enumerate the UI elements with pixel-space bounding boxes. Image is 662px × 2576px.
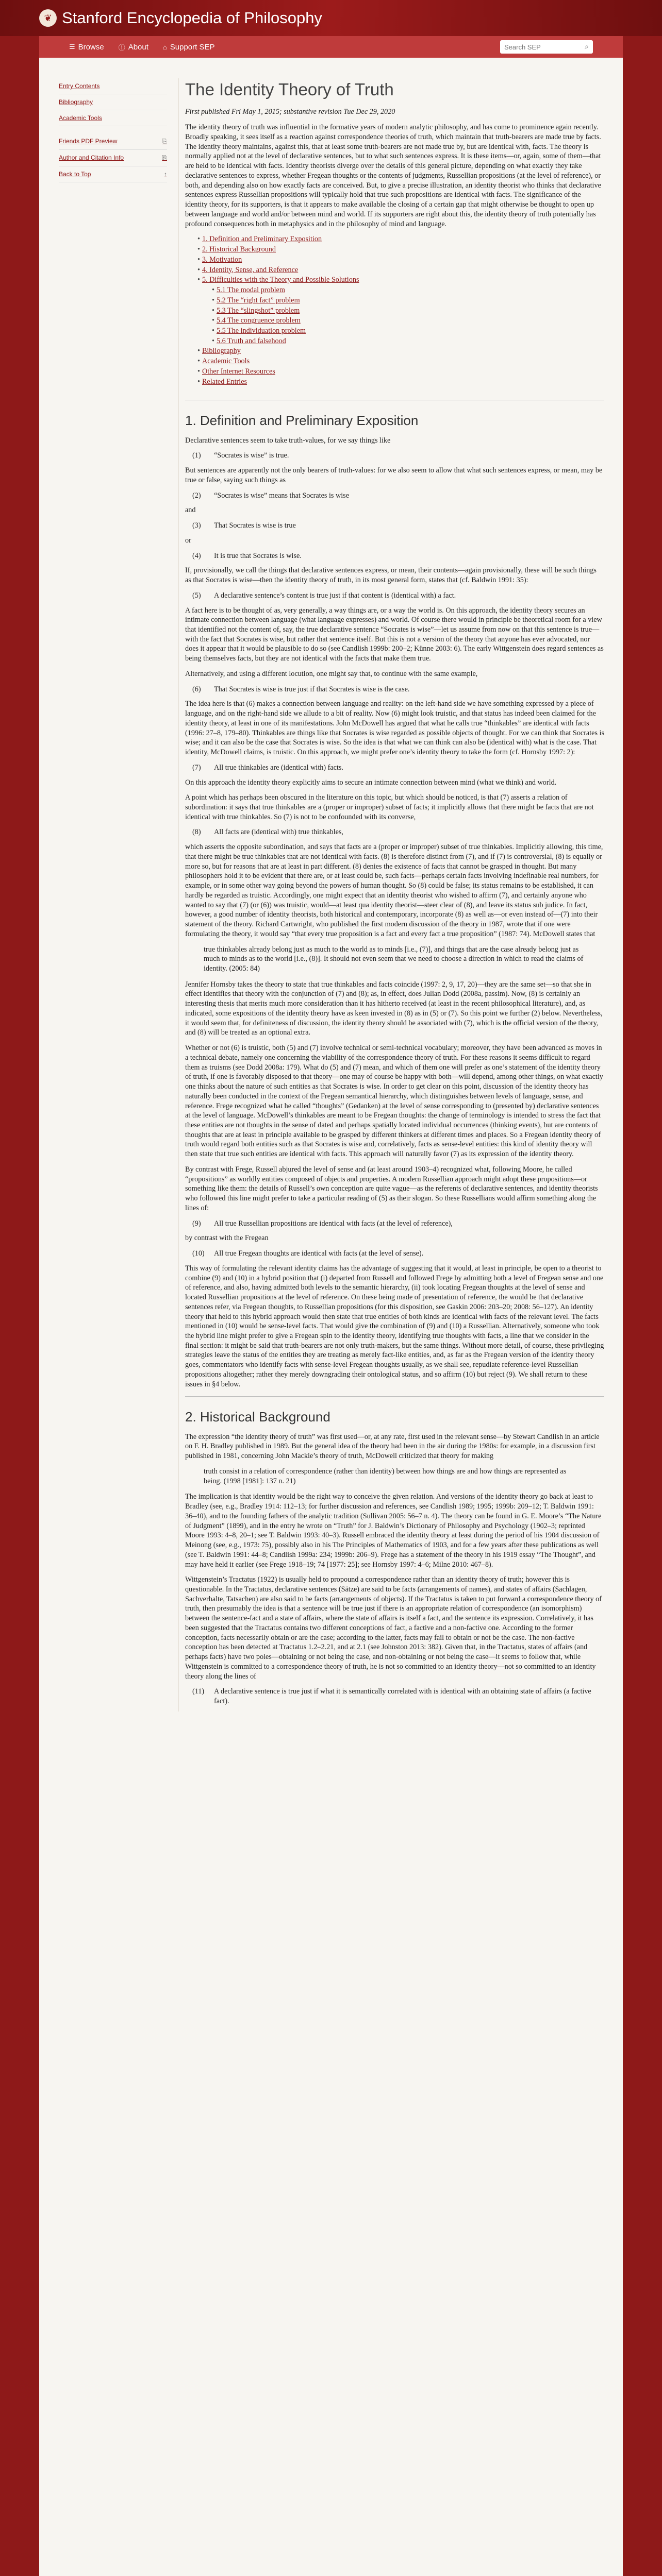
toc-subitem[interactable]: • 5.2 The “right fact” problem: [212, 296, 604, 306]
example: [192, 685, 604, 694]
paragraph: Alternatively, and using a different locution, one might say that, to continue with the same example,: [185, 669, 478, 678]
paragraph: A point which has perhaps been obscured in the literature on this topic, but which should be noticed, is that (7) asserts a relation of subordination: it says that true thinkables are a (proper or improper) subset of facts; it implicitly allows that there might be facts that are not identical with true thinkables. So (7) is not to be confounded with its converse,: [185, 793, 594, 821]
example-text: A declarative sentence is true just if what it is semantically correlated with is identical with an obtaining state of affairs (a factive fact).: [214, 1687, 591, 1706]
citation-icon: ⎘: [162, 154, 167, 161]
toc-subitem[interactable]: • 5.3 The “slingshot” problem: [212, 306, 604, 316]
toc-item[interactable]: • Bibliography: [197, 346, 604, 356]
paragraph: The idea here is that (6) makes a connection between language and reality: on the left-hand side we have something expressed by a piece of language, and on the right-hand side we allude to a bit of reality. Now (6) might look truistic, and that status has indeed been claimed for the identity theory, at least in one of its manifestations. John McDowell has argued that what he calls true “thinkables” are identical with facts (1996: 27–8, 179–80). Thinkables are things like that Socrates is wise regarded as possible objects of thought. For we can think that Socrates is wise; and it can also be the case that Socrates is wise. So the idea is that what we can think can also be (identical with) what is the case. That identity, McDowell claims, is truistic. On this approach, we might prefer one’s identity theory to take the form (cf. Hornsby 1997: 2):: [185, 700, 604, 757]
paragraph: Jennifer Hornsby takes the theory to state that true thinkables and facts coincide (1997: 2, 9, 17, 20)—they are the same set—so that she in effect identifies that theory with the conjunction of (7) and (8); as, in effect, does Julian Dodd (2008a, passim). Now, (8) is certainly an interesting thesis that merits much more consideration than it has hitherto received (at least in the recent philosophical literature), and, as indicated, some expositions of the identity theory have as keen invested in (8) as in (5) or (7). So this point we further (2) below. Nevertheless, it would seem that, for definiteness of discussion, the identity theory should be associated with (7), which is the official version of the theory, and (8) will be treated as an optional extra.: [185, 980, 603, 1037]
arrow-up-icon: ↑: [164, 171, 167, 178]
paragraph: by contrast with the Fregean: [185, 1234, 269, 1243]
example-text: It is true that Socrates is wise.: [214, 551, 302, 560]
blockquote: truth consist in a relation of correspondence (rather than identity) between how things are and how things are represented as being. (1998 [1981]: 137 n. 21): [204, 1467, 567, 1485]
example-number: (4): [192, 551, 201, 560]
toc-subitem[interactable]: • 5.1 The modal problem: [212, 285, 604, 295]
paragraph: or: [185, 536, 191, 545]
toc-item[interactable]: • Academic Tools: [197, 357, 604, 366]
toc-item[interactable]: • 2. Historical Background: [197, 245, 604, 255]
sidebar-item-label: Back to Top: [59, 171, 91, 178]
example: [192, 827, 604, 837]
toc-subitem[interactable]: • 5.5 The individuation problem: [212, 326, 604, 336]
sidebar-gap: [59, 126, 167, 133]
example-text: All true Russellian propositions are identical with facts (at the level of reference),: [214, 1219, 453, 1228]
example: [192, 1249, 604, 1259]
example-text: All facts are (identical with) true thinkables,: [214, 828, 343, 837]
example-text: “Socrates is wise” is true.: [214, 451, 289, 460]
example-text: A declarative sentence’s content is true just if that content is (identical with) a fact.: [214, 591, 456, 600]
info-icon: ⓘ: [118, 43, 125, 52]
toc-item[interactable]: • 1. Definition and Preliminary Exposition: [197, 234, 604, 244]
paragraph: The expression “the identity theory of truth” was first used—or, at any rate, first used in the relevant sense—by Stewart Candlish in an article on F. H. Bradley published in 1989. But the general idea of the theory had been in the air during the 1980s: for example, in a discussion first published in 1981, concerning John Mackie’s theory of truth, McDowell criticized that theory for making: [185, 1432, 600, 1461]
search-input[interactable]: [500, 40, 593, 54]
toc-item[interactable]: • Related Entries: [197, 377, 604, 387]
example-text: All true thinkables are (identical with) facts.: [214, 763, 343, 772]
section-heading: 1. Definition and Preliminary Exposition: [185, 413, 419, 429]
nav-support[interactable]: [163, 43, 215, 52]
sidebar-item-label: Academic Tools: [59, 114, 102, 122]
article-title: The Identity Theory of Truth: [185, 80, 394, 99]
preamble: The identity theory of truth was influential in the formative years of modern analytic philosophy, and has come to prominence again recently. Broadly speaking, it sees itself as a reaction against correspondence theories of truth, which maintain that truth-bearers are made true by facts. The identity theory maintains, against this, that at least some truth-bearers are not made true by, but are identical with, facts. The theory is normally applied not at the level of declarative sentences, but to what such sentences express. It is these items—or, again, some of them—that are held to be identical with facts. Identity theorists diverge over the details of this general picture, depending on what exactly they take declarative sentences to express, whether Fregean thoughts or the contents of judgments, Russellian propositions (at the level of reference), or both, and depending also on how exactly facts are conceived. But, to give a precise illustration, an identity theorist who thinks that declarative sentences express Russellian propositions will typically hold that true such propositions are identical with facts. The significance of the identity theory, for its supporters, is that it appears to make available the closing of a certain gap that might otherwise be thought to open up between language and world and/or between mind and world. If its supporters are right about this, the identity theory of truth potentially has profound consequences both in metaphysics and in the philosophy of mind and language.: [185, 123, 601, 228]
sidebar-academic-tools[interactable]: [59, 110, 167, 126]
toc-item[interactable]: • Other Internet Resources: [197, 367, 604, 377]
example-text: “Socrates is wise” means that Socrates is wise: [214, 491, 350, 500]
example-number: (3): [192, 521, 201, 530]
toc-item[interactable]: • 4. Identity, Sense, and Reference: [197, 265, 604, 275]
paragraph: A fact here is to be thought of as, very generally, a way things are, or a way the world is. On this approach, the identity theory secures an intimate connection between language (what language expresses) and world. Of course there would in principle be theoretical room for a view that identified not the content of, say, the true declarative sentence “Socrates is wise”—let us assume from now on that this sentence is true—with the fact that Socrates is wise, but rather that sentence itself. But this is not a version of the theory that anyone has ever advocated, nor does it appear that it would be plausible to do so (see Candlish 1999b: 200–2; Künne 2003: 6). The early Wittgenstein does regard sentences as being themselves facts, but they are not identical with the facts that make them true.: [185, 606, 604, 663]
example-number: (6): [192, 685, 201, 693]
divider: [185, 1396, 604, 1397]
paragraph: If, provisionally, we call the things that declarative sentences express, or mean, their contents—again provisionally, these will be such things as that Socrates is wise—then the identity theory of truth, in its most general form, states that (cf. Baldwin 1991: 35):: [185, 566, 597, 585]
sidebar-pdf-preview[interactable]: [59, 133, 167, 150]
list-icon: ☰: [69, 43, 75, 50]
example-number: (9): [192, 1219, 201, 1228]
nav-about[interactable]: [119, 42, 148, 52]
sidebar-entry-contents[interactable]: [59, 78, 167, 94]
example-number: (7): [192, 763, 201, 772]
sep-logo-icon[interactable]: ❦: [39, 9, 57, 27]
search-wrap: [500, 40, 593, 54]
sidebar-item-label: Entry Contents: [59, 82, 100, 90]
blockquote: true thinkables already belong just as much to the world as to minds [i.e., (7)], and things that are the case already belong just as much to minds as to the world [i.e., (8)]. It should not even seem that we need to choose a direction in which to read the claims of identity. (2005: 84): [204, 945, 584, 973]
navbar: [39, 36, 623, 58]
article: [178, 78, 604, 1711]
paragraph: Whether or not (6) is truistic, both (5) and (7) involve technical or semi-technical vocabulary; moreover, they have been advanced as moves in a technical debate, namely one concerning the viability of the correspondence theory of truth. For these reasons it seems difficult to regard them as truisms (see Dodd 2008a: 179). What do (5) and (7) mean, and which of them one will prefer as one’s statement of the identity theory of truth, if one is favorably disposed to that theory—one may of course be happy with both—will depend, among other things, on what exactly one thinks about the nature of such entities as that Socrates is wise. In order to get clear on this point, discussion of the identity theory has naturally been conducted in the context of the Fregean semantical hierarchy, which distinguishes between levels of language, sense, and reference. Frege recognized what he called “thoughts” (Gedanken) at the level of sense corresponding to (presented by) declarative sentences at the level of language. McDowell’s thinkables are meant to be Fregean thoughts: the change of terminology is intended to stress the fact that these entities are not thoughts in the sense of dated and perhaps spatially located individual occurrences (thinking events), but are contents of thoughts that are at least in principle available to be grasped by different thinkers at different times and places. So a Fregean identity theory of truth would regard both entities such as that Socrates is wise and, correlatively, facts as sense-level entities: this kind of identity theory will then state that true such entities are identical with facts. This approach will naturally favor (7) as its expression of the identity theory.: [185, 1044, 603, 1159]
example: [192, 551, 604, 561]
example-number: (11): [192, 1687, 205, 1696]
toc-item[interactable]: • 3. Motivation: [197, 255, 604, 265]
sidebar-back-to-top[interactable]: [59, 166, 167, 182]
pub-info: First published Fri May 1, 2015; substantive revision Tue Dec 29, 2020: [185, 107, 395, 116]
table-of-contents: [197, 234, 604, 386]
example-number: (8): [192, 828, 201, 837]
nav-browse-label: Browse: [78, 42, 104, 52]
nav-browse[interactable]: [69, 43, 104, 52]
paragraph: and: [185, 506, 196, 515]
nav-about-label: About: [128, 42, 148, 52]
example-number: (10): [192, 1249, 205, 1258]
paragraph: Wittgenstein’s Tractatus (1922) is usually held to propound a correspondence rather than an identity theory of truth; however this is questionable. In the Tractatus, declarative sentences (Sätze) are said to be facts (arrangements of names), and states of affairs (Sachlagen, Sachverhalte, Tatsachen) are also said to be facts (arrangements of objects). If the Tractatus is taken to put forward a correspondence theory of truth, then presumably the idea is that a sentence will be true just if there is an appropriate relation of correspondence (an isomorphism) between the sentence-fact and a state of affairs, where the state of affairs is itself a fact, and the sentence its expression. Correlatively, it has been suggested that the Tractatus contains two different conceptions of fact, a factive and a non-factive one. According to the former conception, facts necessarily obtain or are the case; according to the latter, facts may fail to obtain or not be the case. The non-factive conception has been detected at Tractatus 1.2–2.21, and at 2.1 (see Johnston 2013: 382). Given that, in the Tractatus, states of affairs (and perhaps facts) have two poles—obtaining or not being the case, and non-obtaining or not being the case—it seems to follow that, while Wittgenstein is committed to a correspondence theory of truth, he is not so committed to an identity theory—not so committed to an identity theory along the lines of: [185, 1575, 602, 1681]
paragraph: By contrast with Frege, Russell abjured the level of sense and (at least around 1903–4) recognized what, following Moore, he called “propositions” as worldly entities composed of objects and properties. A modern Russellian approach might adopt these propositions—or something like them: the details of Russell’s own conception are quite vague—as the referents of declarative sentences, and identity theorists who followed this line might prefer to take a particular reading of (5) as their slogan. So these Russellians would affirm something along the lines of:: [185, 1165, 598, 1212]
site-title[interactable]: Stanford Encyclopedia of Philosophy: [62, 9, 322, 27]
example: [192, 491, 604, 501]
toc-subitem[interactable]: • 5.6 Truth and falsehood: [212, 336, 604, 346]
search-icon[interactable]: ⌕: [585, 42, 589, 50]
site-header: [39, 0, 623, 36]
bank-icon: ⌂: [162, 43, 167, 51]
paragraph: Declarative sentences seem to take truth-values, for we say things like: [185, 436, 391, 445]
page: [39, 58, 623, 2576]
sidebar-item-label: Author and Citation Info: [59, 154, 124, 161]
sidebar-item-label: Bibliography: [59, 98, 93, 106]
example: [192, 451, 604, 461]
sidebar-citation-info[interactable]: [59, 150, 167, 166]
paragraph: This way of formulating the relevant identity claims has the advantage of suggesting that it would, at least in principle, be open to a theorist to combine (9) and (10) in a hybrid position that (i) departed from Russell and followed Frege by admitting both a level of Fregean sense and one of reference, and also, having admitted both levels to the semantic hierarchy, (ii) took locating Fregean thoughts at the level of sense and located Russellian propositions at the level of reference. On these being made of presentation of reference, the would be that declarative sentences refer, via Fregean thoughts, to Russellian propositions (for this disposition, see Gaskin 2006: 203–20; 2008: 56–127). An identity theory that held to this hybrid approach would then state that true entities of both kinds are identical with facts of the relevant level. The facts mentioned in (10) would be sense-level facts. That would give the combination of (9) and (10) a Russellian. Alternatively, someone who took the hybrid line might prefer to give a Fregean spin to the identity theory, identifying true thoughts with facts, a line that we consider in the final section: it might be said that truth-bearers are not only truth-makers, but the same things. Without more detail, of course, these privileging strategies leave the status of the entities they are treating as merely fact-like entities, and, as far as the Fregean version of the identity theory goes, commentators who identify facts with sense-level Fregean thoughts usually, as we shall see, repudiate reference-level Russellian propositions altogether; rather they merely downgrading their ontological status, and so affirm (10) but reject (9). We shall return to these issues in §4 below.: [185, 1264, 604, 1388]
example-number: (1): [192, 451, 201, 460]
paragraph: On this approach the identity theory explicitly aims to secure an intimate connection between mind (what we think) and world.: [185, 778, 557, 787]
example: [192, 1687, 604, 1706]
sidebar-item-label: Friends PDF Preview: [59, 138, 118, 145]
pdf-icon: ⎘: [162, 138, 167, 145]
paragraph: which asserts the opposite subordination, and says that facts are a (proper or improper) subset of true thinkables. Implicitly allowing, this time, that there might be true thinkables that are not identical with facts. (8) is therefore distinct from (7), and if (7) is controversial, (8) is equally or more so, but for reasons that are at least in part different. (8) denies the existence of facts that cannot be grasped in thought. But many philosophers hold it to be evident that there are, or at least could be, such facts—perhaps certain facts involving indefinable real numbers, for example, or in some other way going beyond the powers of human thought. So (8) could be false; its status remains to be established, it can hardly be regarded as truistic. Accordingly, one might expect that an identity theorist who wished to affirm (7), and certainly anyone who wanted to say that (7) (or (6)) was truistic, would—at least qua identity theorist—steer clear of (8), and leave its status sub judice. In fact, however, a good number of identity theorists, both historical and contemporary, incorporate (8) as well as—or even instead of—(7) into their statement of the theory. Richard Cartwright, who published the first modern discussion of the theory in 1987, wrote that if one were formulating the theory, it would say “that every true proposition is a fact and every fact a true proposition” (1987: 74). McDowell states that: [185, 843, 603, 938]
paragraph: But sentences are apparently not the only bearers of truth-values: for we also seem to allow that what such sentences express, or mean, may be true or false, saying such things as: [185, 466, 603, 484]
nav-support-label: Support SEP: [170, 42, 215, 52]
section-heading: 2. Historical Background: [185, 1409, 330, 1425]
sidebar: [59, 78, 167, 182]
example: [192, 1219, 604, 1229]
example-text: That Socrates is wise is true: [214, 521, 296, 530]
sidebar-bibliography[interactable]: [59, 94, 167, 110]
paragraph: The implication is that identity would be the right way to conceive the given relation. And versions of the identity theory go back at least to Bradley (see, e.g., Bradley 1914: 112–13; for further discussion and references, see Candlish 1989; 1995; 1999b: 209–12; T. Baldwin 1991: 36–40), and to the founding fathers of the analytic tradition (Sullivan 2005: 56–7 n. 4). The theory can be found in G. E. Moore’s “The Nature of Judgment” (1899), and in the entry he wrote on “Truth” for J. Baldwin’s Dictionary of Philosophy and Psychology (1902–3; reprinted Moore 1993: 4–8, 20–1; see T. Baldwin 1993: 40–3). Russell embraced the identity theory at least during the period of his 1904 discussion of Meinong (see, e.g., 1973: 75), possibly also in his The Principles of Mathematics of 1903, and for a few years after these publications as well (see T. Baldwin 1991: 44–8; Candlish 1999a: 234; 1999b: 206–9). Frege has a statement of the theory in his 1919 essay “The Thought”, and may have held it earlier (see Frege 1918–19; 74 [1977: 25]; see Hornsby 1997: 4–6; Milne 2010: 467–8).: [185, 1493, 602, 1569]
example-text: All true Fregean thoughts are identical with facts (at the level of sense).: [214, 1249, 424, 1258]
toc-item[interactable]: • 5. Difficulties with the Theory and Possible Solutions: [197, 275, 604, 285]
example-number: (2): [192, 491, 201, 500]
toc-subitem[interactable]: • 5.4 The congruence problem: [212, 316, 604, 326]
example-number: (5): [192, 591, 201, 600]
example: [192, 521, 604, 531]
example-text: That Socrates is wise is true just if that Socrates is wise is the case.: [214, 685, 410, 693]
example: [192, 763, 604, 773]
example: [192, 591, 604, 601]
